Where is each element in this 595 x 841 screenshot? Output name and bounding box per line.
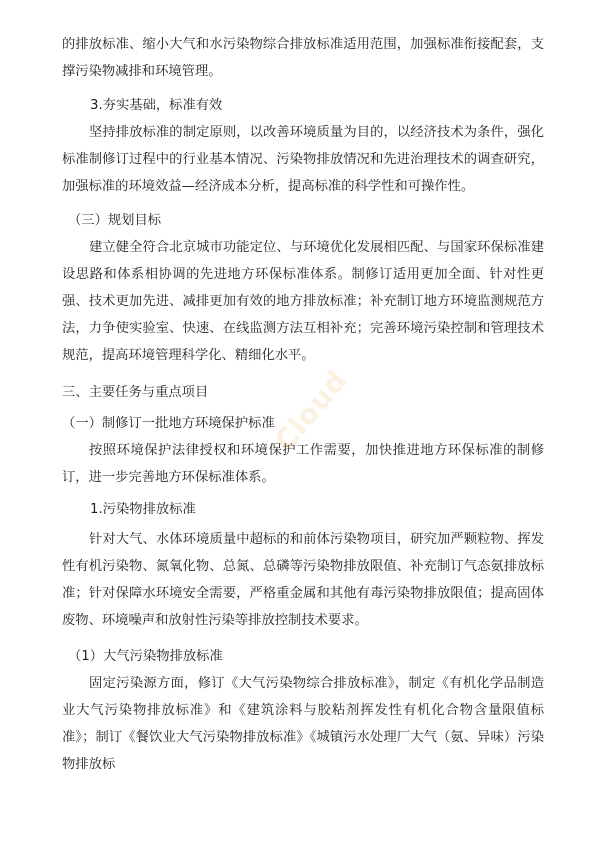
paragraph-pollutant-emission-body: 针对大气、水体环境质量中超标的和前体污染物项目，研究加严颗粒物、挥发性有机污染物、氮氧化物、总氮、总磷等污染物排放限值、补充制订气态氨排放标准；针对保障水环境安全需要，严格重金属和其他有毒污染物排放限值；提高固体废物、环境噪声和放射性污染等排放控制技术要求。 xyxy=(62,532,544,628)
watermark-logo: Cloud xyxy=(268,363,354,458)
paragraph-planning-goals-body: 建立健全符合北京城市功能定位、与环境优化发展相匹配、与国家环保标准建设思路和体系相协调的先进地方环保标准体系。制修订适用更加全面、针对性更强、技术更加先进、减排更加有效的地方排放标准；补充制订地方环境监测规范方法，力争使实验室、快速、在线监测方法互相补充；完善环境污染控制和管理技术规范，提高环境管理科学化、精细化水平。 xyxy=(62,240,544,363)
heading-main-tasks: 三、主要任务与重点项目 xyxy=(62,385,209,400)
heading-air-pollutant-standards: （1）大气污染物排放标准 xyxy=(68,649,223,664)
heading-revise-standards: （一）制修订一批地方环境保护标准 xyxy=(62,416,275,431)
paragraph-emission-standards-continued: 的排放标准、缩小大气和水污染物综合排放标准适用范围，加强标准衔接配套，支撑污染物减排和环境管理。 xyxy=(62,37,544,79)
paragraph-fixed-source-body: 固定污染源方面，修订《大气污染物综合排放标准》，制定《有机化学品制造业大气污染物排放标准》和《建筑涂料与胶粘剂挥发性有机化合物含量限值标准》；制订《餐饮业大气污染物排放标准》《城镇污水处理厂大气（氨、异味）污染物排放标 xyxy=(62,676,544,772)
paragraph-legal-authorization: 按照环境保护法律授权和环境保护工作需要，加快推进地方环保标准的制修订，进一步完善地方环保标准体系。 xyxy=(62,443,544,485)
heading-planning-goals: （三）规划目标 xyxy=(68,213,162,228)
heading-solid-foundation: 3.夯实基础，标准有效 xyxy=(90,98,223,113)
paragraph-standard-principles: 坚持排放标准的制定原则，以改善环境质量为目的，以经济技术为条件，强化标准制修订过程中的行业基本情况、污染物排放情况和先进治理技术的调查研究，加强标准的环境效益—经济成本分析，提高标准的科学性和可操作性。 xyxy=(62,125,544,194)
heading-pollutant-emission-standards: 1.污染物排放标准 xyxy=(90,502,196,517)
